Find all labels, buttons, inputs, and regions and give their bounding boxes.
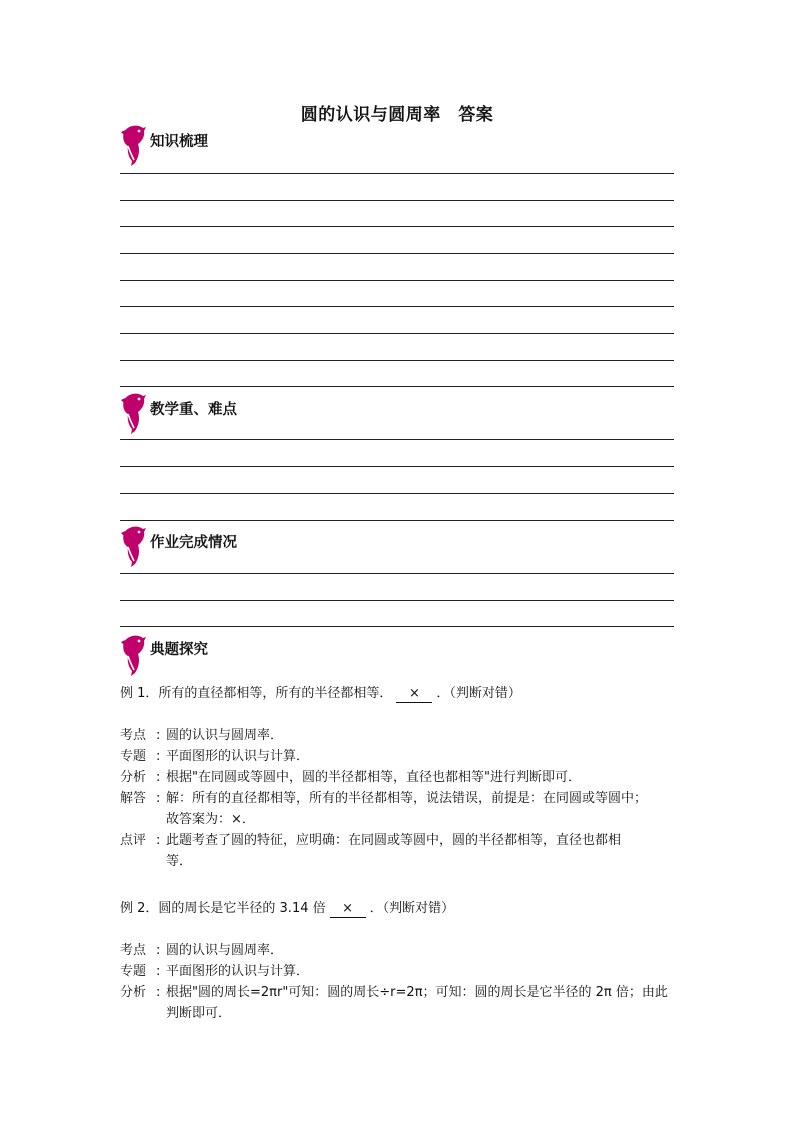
writing-line bbox=[120, 439, 674, 440]
analysis-row: 分析 : 根据"圆的周长=2πr"可知：圆的周长÷r=2π；可知：圆的周长是它半径的 2π 倍；由此 判断即可． bbox=[120, 982, 680, 1024]
section-examples bbox=[118, 632, 674, 668]
answer-blank: × bbox=[396, 686, 432, 703]
dolphin-icon bbox=[118, 632, 148, 678]
row-text: 平面图形的认识与计算． bbox=[166, 964, 310, 979]
example-question bbox=[120, 683, 680, 704]
question-suffix: ．（判断对错） bbox=[436, 686, 521, 701]
section-title: 教学重、难点 bbox=[150, 402, 237, 418]
writing-line bbox=[120, 626, 674, 627]
row-text: 此题考查了圆的特征，应明确：在同圆或等圆中，圆的半径都相等，直径也都相 bbox=[166, 833, 622, 848]
writing-line bbox=[120, 306, 674, 307]
section-key-points bbox=[118, 390, 674, 426]
row-text: 根据"圆的周长=2πr"可知：圆的周长÷r=2π；可知：圆的周长是它半径的 2π 倍；由此 bbox=[166, 985, 668, 1000]
dolphin-icon bbox=[118, 122, 148, 168]
analysis-row: 考点 : 圆的认识与圆周率． bbox=[120, 725, 680, 746]
row-label: 解答 bbox=[120, 791, 147, 806]
example-2 bbox=[120, 898, 680, 1024]
analysis-row: 点评 : 此题考查了圆的特征，应明确：在同圆或等圆中，圆的半径都相等，直径也都相 等． bbox=[120, 830, 680, 872]
section-title: 典题探究 bbox=[150, 642, 208, 658]
page-title: 圆的认识与圆周率 答案 bbox=[300, 105, 494, 125]
row-label: 专题 bbox=[120, 964, 147, 979]
section-homework bbox=[118, 523, 674, 559]
row-label: 点评 bbox=[120, 833, 147, 848]
example-1 bbox=[120, 683, 680, 872]
writing-line bbox=[120, 493, 674, 494]
row-label: 分析 bbox=[120, 985, 147, 1000]
writing-line bbox=[120, 200, 674, 201]
dolphin-icon bbox=[118, 523, 148, 569]
answer-blank: × bbox=[330, 901, 366, 918]
analysis-row: 分析 : 根据"在同圆或等圆中，圆的半径都相等，直径也都相等"进行判断即可． bbox=[120, 767, 680, 788]
writing-line bbox=[120, 600, 674, 601]
question-text: 例 2．圆的周长是它半径的 3.14 倍 bbox=[120, 901, 326, 916]
analysis-row: 专题 : 平面图形的认识与计算． bbox=[120, 961, 680, 982]
row-label: 专题 bbox=[120, 749, 147, 764]
row-text: 圆的认识与圆周率． bbox=[166, 728, 284, 743]
section-title: 作业完成情况 bbox=[150, 535, 237, 551]
dolphin-icon bbox=[118, 390, 148, 436]
analysis-row: 考点 : 圆的认识与圆周率． bbox=[120, 940, 680, 961]
writing-line bbox=[120, 386, 674, 387]
example-question bbox=[120, 898, 680, 919]
question-text: 例 1．所有的直径都相等，所有的半径都相等． bbox=[120, 686, 393, 701]
row-text: 根据"在同圆或等圆中，圆的半径都相等，直径也都相等"进行判断即可． bbox=[166, 770, 581, 785]
row-text: 故答案为：×． bbox=[166, 812, 255, 827]
writing-line bbox=[120, 253, 674, 254]
writing-line bbox=[120, 520, 674, 521]
writing-line bbox=[120, 333, 674, 334]
writing-line bbox=[120, 360, 674, 361]
question-suffix: ．（判断对错） bbox=[369, 901, 455, 916]
analysis-row: 专题 : 平面图形的认识与计算． bbox=[120, 746, 680, 767]
writing-line bbox=[120, 226, 674, 227]
writing-line bbox=[120, 280, 674, 281]
row-label: 分析 bbox=[120, 770, 147, 785]
row-label: 考点 bbox=[120, 943, 147, 958]
analysis-row: 解答 : 解：所有的直径都相等，所有的半径都相等，说法错误，前提是：在同圆或等圆中； 故答案为：×． bbox=[120, 788, 680, 830]
section-title: 知识梳理 bbox=[150, 134, 208, 150]
row-label: 考点 bbox=[120, 728, 147, 743]
row-text: 圆的认识与圆周率． bbox=[166, 943, 284, 958]
row-text: 等． bbox=[166, 854, 193, 869]
writing-line bbox=[120, 466, 674, 467]
section-knowledge bbox=[118, 122, 674, 158]
writing-line bbox=[120, 173, 674, 174]
row-text: 解：所有的直径都相等，所有的半径都相等，说法错误，前提是：在同圆或等圆中； bbox=[166, 791, 648, 806]
writing-line bbox=[120, 573, 674, 574]
row-text: 平面图形的认识与计算． bbox=[166, 749, 310, 764]
row-text: 判断即可． bbox=[166, 1006, 232, 1021]
